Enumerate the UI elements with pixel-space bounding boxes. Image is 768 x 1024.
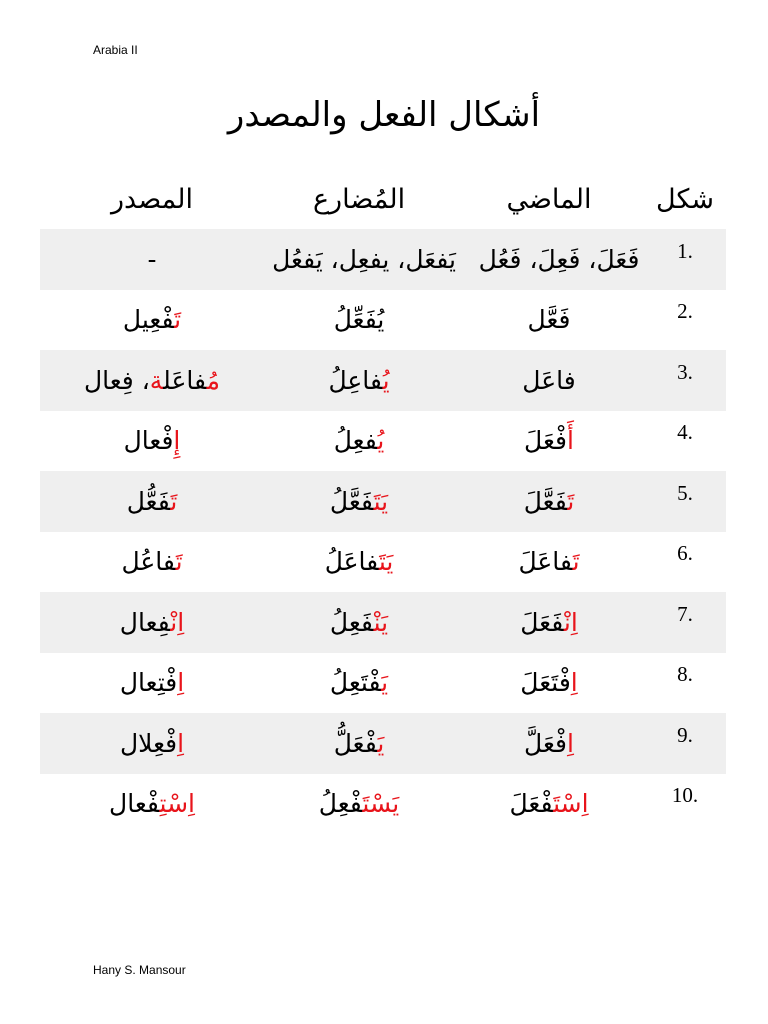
form-number [644, 411, 726, 472]
affix-segment: يُ [382, 365, 390, 395]
masdar-form [40, 229, 264, 290]
masdar-form [40, 592, 264, 653]
root-segment: فْعَلُّ [333, 728, 378, 758]
affix-segment: تَ [175, 547, 183, 577]
affix-segment: اِ [177, 728, 185, 758]
present-form [264, 290, 454, 351]
past-form [454, 713, 644, 774]
form-number-text: 4. [677, 420, 693, 445]
root-segment: فعِلُ [333, 426, 378, 456]
masdar-form [40, 653, 264, 714]
root-segment: فْعَلَ [524, 426, 567, 456]
past-form-text [522, 366, 575, 395]
form-number [644, 471, 726, 532]
present-form [264, 713, 454, 774]
present-form [264, 653, 454, 714]
masdar-form-text [147, 245, 156, 274]
table-row [40, 532, 726, 593]
present-form-text [330, 487, 388, 516]
affix-segment: اِسْتَ [553, 789, 589, 819]
root-segment: - [147, 244, 157, 274]
root-segment: فْتَعَلَ [520, 668, 571, 698]
present-form [264, 532, 454, 593]
present-form-text [334, 426, 385, 455]
table-row [40, 290, 726, 351]
past-form [454, 774, 644, 835]
masdar-form [40, 532, 264, 593]
root-segment: فْعَلَّ [524, 728, 567, 758]
root-segment: يُفَعِّلُ [333, 305, 385, 335]
past-form-text [520, 608, 578, 637]
masdar-form-text [120, 608, 184, 637]
present-form-text [319, 789, 399, 818]
affix-segment: أَ [567, 426, 574, 456]
past-form-text [524, 426, 574, 455]
root-segment: فَعَّل [527, 305, 571, 335]
past-form-text [524, 729, 574, 758]
form-number-text: 3. [677, 359, 693, 384]
table-row [40, 653, 726, 714]
affix-segment: اِسْتِ [159, 789, 195, 819]
affix-segment: مُ [206, 365, 221, 395]
root-segment: فْعال [123, 426, 174, 456]
table-row [40, 471, 726, 532]
form-number-text: 6. [677, 541, 693, 566]
root-segment: فْتِعال [119, 668, 178, 698]
table-row [40, 229, 726, 290]
root-segment: فَعُّل [126, 486, 171, 516]
present-form-text [334, 729, 385, 758]
affix-segment: اِ [567, 728, 574, 758]
root-segment: ، فِعال [83, 365, 150, 395]
masdar-form [40, 774, 264, 835]
table-header-row [40, 170, 726, 229]
affix-segment: اِنْ [563, 607, 578, 637]
form-number [644, 350, 726, 411]
form-number [644, 592, 726, 653]
past-form [454, 471, 644, 532]
author-label: Hany S. Mansour [93, 963, 186, 977]
root-segment: فاعَل [163, 365, 207, 395]
masdar-form-text [120, 729, 184, 758]
masdar-form-text [109, 789, 195, 818]
affix-segment: يُ [377, 426, 385, 456]
past-form-text [524, 487, 575, 516]
past-form-text [509, 789, 588, 818]
affix-segment: يَسْتَ [362, 789, 400, 819]
verb-forms-table [40, 170, 726, 834]
present-form [254, 229, 474, 290]
root-segment: فْعِلال [119, 728, 178, 758]
masdar-form [40, 471, 264, 532]
present-form-text [330, 668, 388, 697]
past-form [454, 653, 644, 714]
masdar-form-text [127, 487, 178, 516]
present-form-text [325, 547, 394, 576]
affix-segment: يَ [381, 668, 389, 698]
affix-segment: اِ [177, 668, 185, 698]
form-number [644, 229, 726, 290]
past-form [454, 592, 644, 653]
affix-segment: تَ [567, 486, 575, 516]
masdar-form-text [84, 366, 220, 395]
root-segment: فاعِلُ [328, 365, 383, 395]
course-label: Arabia II [93, 43, 138, 57]
header-masdar: المصدر [111, 184, 193, 215]
affix-segment: اِ [570, 668, 578, 698]
past-form-text [528, 305, 571, 334]
form-number [644, 713, 726, 774]
past-form-text [479, 245, 640, 274]
past-form-text [520, 668, 577, 697]
masdar-form-text [121, 547, 182, 576]
past-form [454, 411, 644, 472]
present-form-text [330, 608, 388, 637]
root-segment: فَعَلَ [520, 607, 564, 637]
present-form [264, 774, 454, 835]
affix-segment: يَتَ [378, 547, 394, 577]
present-form [264, 350, 454, 411]
masdar-form-text [123, 305, 181, 334]
present-form [264, 592, 454, 653]
affix-segment: اِنْ [170, 607, 185, 637]
form-number [644, 653, 726, 714]
form-number [644, 532, 726, 593]
past-form-text [518, 547, 579, 576]
affix-segment: يَ [377, 728, 385, 758]
root-segment: يَفعَل، يفعِل، يَفعُل [272, 244, 456, 274]
past-form [454, 290, 644, 351]
root-segment: فْعِيل [122, 305, 175, 335]
root-segment: فاعَل [522, 365, 576, 395]
form-number-text: 5. [677, 480, 693, 505]
present-form-text [272, 245, 456, 274]
root-segment: فاعَلُ [324, 547, 379, 577]
present-form-text [328, 366, 389, 395]
root-segment: فْتَعِلُ [329, 668, 382, 698]
form-number-text: 10. [671, 783, 699, 808]
root-segment: فاعَلَ [518, 547, 573, 577]
table-row [40, 713, 726, 774]
affix-segment: ة [149, 365, 164, 395]
affix-segment: يَنْ [373, 607, 389, 637]
form-number-text: 1. [677, 238, 693, 263]
form-number-text: 8. [677, 662, 693, 687]
form-number [644, 290, 726, 351]
root-segment: فَعَّلُ [329, 486, 374, 516]
root-segment: فاعُل [121, 547, 176, 577]
masdar-form [40, 411, 264, 472]
header-past: الماضي [506, 184, 592, 215]
page-title: أشكال الفعل والمصدر [227, 95, 541, 135]
table-row [40, 592, 726, 653]
present-form-text [334, 305, 385, 334]
root-segment: فَعَّلَ [523, 486, 568, 516]
table-row [40, 774, 726, 835]
masdar-form [40, 350, 264, 411]
masdar-form-text [120, 668, 184, 697]
header-present: المُضارع [312, 184, 406, 215]
header-form: شكل [656, 184, 714, 215]
past-form [454, 350, 644, 411]
present-form [264, 411, 454, 472]
affix-segment: تَ [572, 547, 580, 577]
root-segment: فْعال [109, 789, 160, 819]
masdar-form [40, 713, 264, 774]
past-form [474, 229, 644, 290]
root-segment: فَعِلُ [329, 607, 374, 637]
table-row [40, 350, 726, 411]
table-body [40, 229, 726, 834]
affix-segment: إِ [173, 426, 181, 456]
affix-segment: تَ [174, 305, 182, 335]
masdar-form [40, 290, 264, 351]
root-segment: فْعِلُ [318, 789, 363, 819]
affix-segment: يَتَ [373, 486, 389, 516]
present-form [264, 471, 454, 532]
root-segment: فَعَلَ، فَعِلَ، فَعُل [478, 244, 640, 274]
form-number-text: 2. [677, 299, 693, 324]
masdar-form-text [124, 426, 181, 455]
past-form [454, 532, 644, 593]
form-number [644, 774, 726, 835]
table-row [40, 411, 726, 472]
root-segment: فِعال [119, 607, 171, 637]
form-number-text: 7. [677, 601, 693, 626]
root-segment: فْعَلَ [509, 789, 554, 819]
affix-segment: تَ [170, 486, 178, 516]
form-number-text: 9. [677, 722, 693, 747]
